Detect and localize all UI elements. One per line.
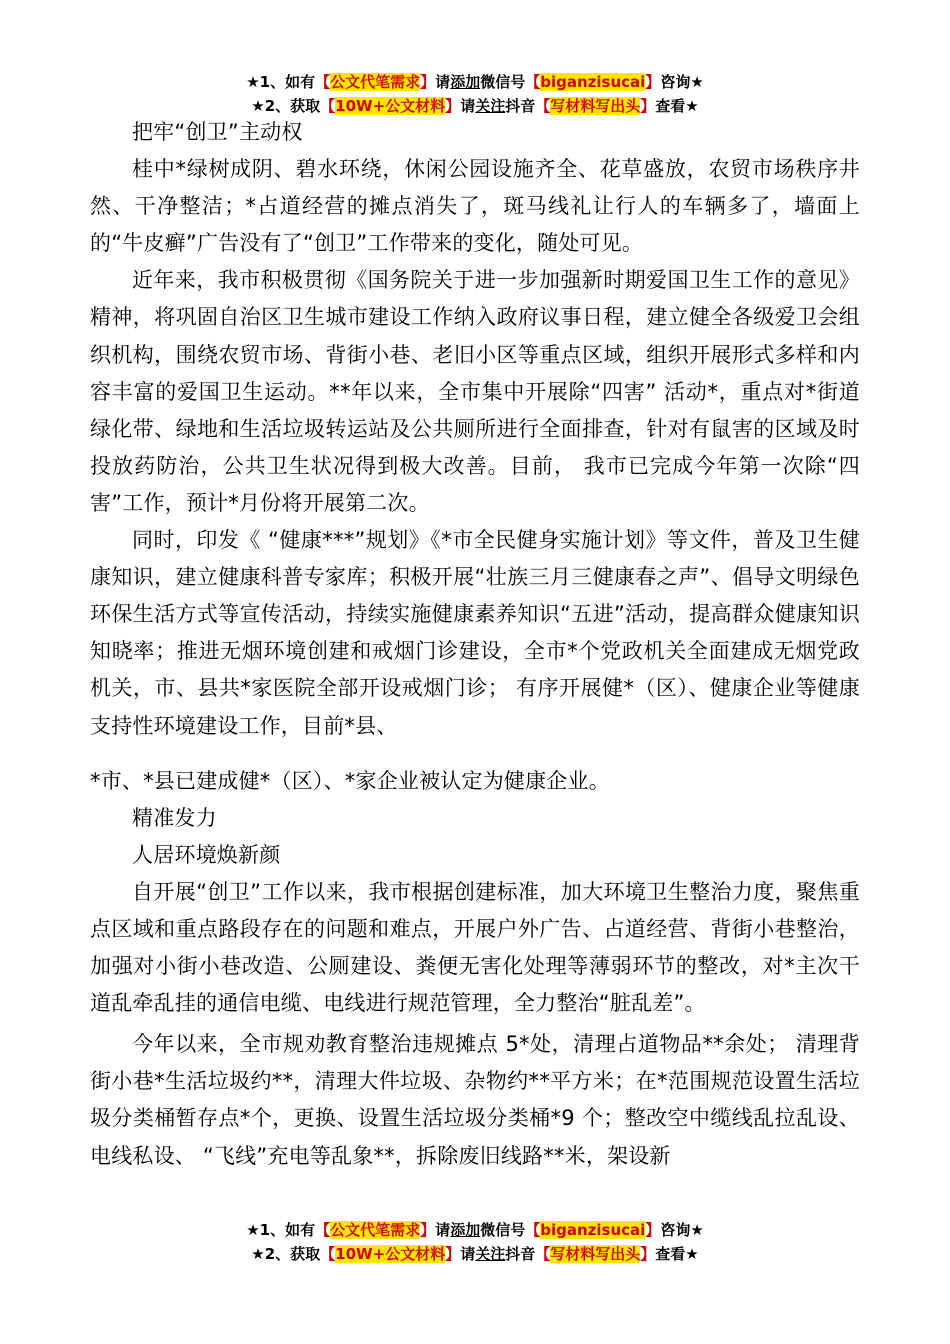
promo-text: 请 xyxy=(435,1221,451,1239)
promo-highlight: 10W+公文材料 xyxy=(335,1245,446,1263)
promo-douyin-account: 写材料写出头 xyxy=(550,97,641,115)
promo-wechat-id: biganzisucai xyxy=(540,73,646,91)
bracket: 】 xyxy=(445,1245,461,1263)
promo-underlined: 关注 xyxy=(475,1245,506,1263)
promo-douyin-account: 写材料写出头 xyxy=(550,1245,641,1263)
bracket: 【 xyxy=(535,1245,551,1263)
section-heading: 人居环境焕新颜 xyxy=(132,842,281,867)
promo-text: 请 xyxy=(460,1245,476,1263)
bracket: 【 xyxy=(525,73,541,91)
promo-text: 咨询★ xyxy=(660,1221,704,1239)
promo-text: ★1、如有 xyxy=(246,73,316,91)
promo-wechat-id: biganzisucai xyxy=(540,1221,646,1239)
paragraph: 今年以来，全市规劝教育整治违规摊点 5*处，清理占道物品**余处； 清理背街小巷*生活垃圾约**，清理大件垃圾、杂物约**平方米；在*范围规范设置生活垃圾分类桶暂存点*个，更换、设置生活垃圾分类桶*9 个；整改空中缆线乱拉乱设、电线私设、 “飞线”充电等乱象**，拆除废旧线路**米，架设新 xyxy=(90,1032,860,1168)
promo-underlined: 添加 xyxy=(450,73,481,91)
promo-underlined: 关注 xyxy=(475,97,506,115)
promo-text: 微信号 xyxy=(480,1221,526,1239)
bracket: 】 xyxy=(645,1221,661,1239)
promo-text: 查看★ xyxy=(655,97,699,115)
promo-text: 咨询★ xyxy=(660,73,704,91)
bracket: 【 xyxy=(525,1221,541,1239)
bracket: 【 xyxy=(315,1221,331,1239)
bracket: 】 xyxy=(640,97,656,115)
promo-line-1 xyxy=(0,70,950,94)
promo-text: 请 xyxy=(435,73,451,91)
promo-text: ★2、获取 xyxy=(251,97,321,115)
bracket: 】 xyxy=(445,97,461,115)
section-heading: 把牢“创卫”主动权 xyxy=(132,120,303,144)
promo-highlight: 公文代笔需求 xyxy=(330,1221,421,1239)
promo-text: ★1、如有 xyxy=(246,1221,316,1239)
footer-promo-banner xyxy=(0,1218,950,1266)
promo-text: 请 xyxy=(460,97,476,115)
spacer xyxy=(90,745,860,763)
promo-text: 查看★ xyxy=(655,1245,699,1263)
bracket: 【 xyxy=(320,1245,336,1263)
bracket: 】 xyxy=(645,73,661,91)
bracket: 】 xyxy=(640,1245,656,1263)
paragraph: 桂中*绿树成阴、碧水环绕，休闲公园设施齐全、花草盛放，农贸市场秩序井然、干净整洁；*占道经营的摊点消失了，斑马线礼让行人的车辆多了，墙面上的“牛皮癣”广告没有了“创卫”工作带来的变化，随处可见。 xyxy=(90,157,860,256)
promo-line-2 xyxy=(0,1242,950,1266)
bracket: 】 xyxy=(420,1221,436,1239)
promo-underlined: 添加 xyxy=(450,1221,481,1239)
paragraph: *市、*县已建成健*（区）、*家企业被认定为健康企业。 xyxy=(90,768,610,793)
section-heading: 精准发力 xyxy=(132,805,217,830)
promo-text: 抖音 xyxy=(505,97,536,115)
promo-text: ★2、获取 xyxy=(251,1245,321,1263)
bracket: 【 xyxy=(320,97,336,115)
bracket: 】 xyxy=(420,73,436,91)
paragraph: 自开展“创卫”工作以来，我市根据创建标准，加大环境卫生整治力度，聚焦重点区域和重点路段存在的问题和难点，开展户外广告、占道经营、背街小巷整治，加强对小街小巷改造、公厕建设、粪便无害化处理等薄弱环节的整改，对*主次干道乱牵乱挂的通信电缆、电线进行规范管理，全力整治“脏乱差”。 xyxy=(90,879,860,1016)
paragraph: 近年来，我市积极贯彻《国务院关于进一步加强新时期爱国卫生工作的意见》精神，将巩固自治区卫生城市建设工作纳入政府议事日程，建立健全各级爱卫会组织机构，围绕农贸市场、背街小巷、老旧小区等重点区域，组织开展形式多样和内容丰富的爱国卫生运动。**年以来，全市集中开展除“四害” 活动*，重点对*街道绿化带、绿地和生活垃圾转运站及公共厕所进行全面排查，针对有鼠害的区域及时投放药防治，公共卫生状况得到极大改善。目前， 我市已完成今年第一次除“四害”工作，预计*月份将开展第二次。 xyxy=(90,268,860,515)
promo-highlight: 公文代笔需求 xyxy=(330,73,421,91)
promo-line-1 xyxy=(0,1218,950,1242)
promo-text: 抖音 xyxy=(505,1245,536,1263)
header-promo-banner xyxy=(0,70,950,118)
promo-highlight: 10W+公文材料 xyxy=(335,97,446,115)
document-body xyxy=(90,114,860,1175)
promo-text: 微信号 xyxy=(480,73,526,91)
bracket: 【 xyxy=(315,73,331,91)
paragraph: 同时，印发《 “健康***”规划》《*市全民健身实施计划》等文件，普及卫生健康知识，建立健康科普专家库；积极开展“壮族三月三健康春之声”、倡导文明绿色环保生活方式等宣传活动，持续实施健康素养知识“五进”活动，提高群众健康知识知晓率；推进无烟环境创建和戒烟门诊建设，全市*个党政机关全面建成无烟党政机关，市、县共*家医院全部开设戒烟门诊； 有序开展健*（区）、健康企业等健康支持性环境建设工作，目前*县、 xyxy=(90,528,860,738)
bracket: 【 xyxy=(535,97,551,115)
